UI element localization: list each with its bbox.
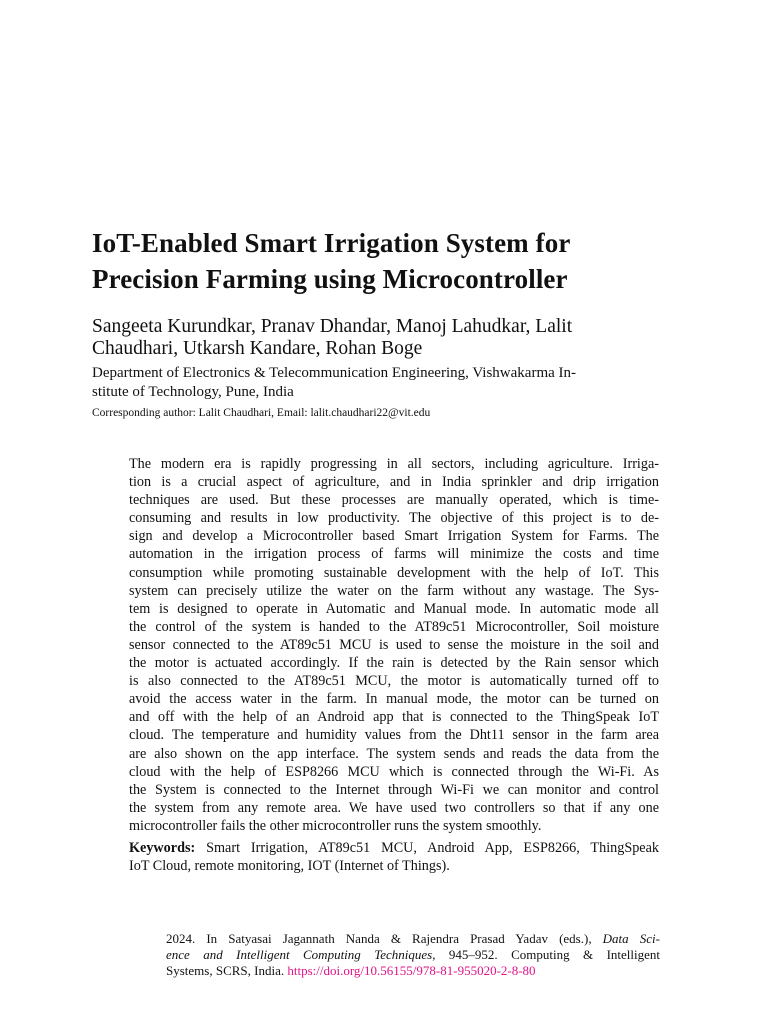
abstract-line: the motor is actuated accordingly. If the rain is detected by the Rain sensor which xyxy=(129,655,659,672)
abstract-line: the control of the system is handed to the AT89c51 Microcontroller, Soil moisture xyxy=(129,618,659,635)
affiliation xyxy=(92,364,682,402)
book-title: Data Sci- xyxy=(602,931,660,946)
keywords-text: Smart Irrigation, AT89c51 MCU, Android App, ESP8266, ThingSpeak xyxy=(206,840,659,856)
keywords-line: IoT Cloud, remote monitoring, IOT (Internet of Things). xyxy=(129,858,450,875)
citation-footnote xyxy=(166,931,660,979)
corresponding-author: Corresponding author: Lalit Chaudhari, Email: lalit.chaudhari22@vit.edu xyxy=(92,407,431,419)
abstract-line: tem is designed to operate in Automatic and Manual mode. In automatic mode all xyxy=(129,600,659,617)
paper-title xyxy=(92,225,702,297)
abstract-line: the System is connected to the Internet through Wi-Fi we can monitor and control xyxy=(129,781,659,798)
keywords-line xyxy=(129,839,659,857)
citation-text: Systems, SCRS, India. xyxy=(166,963,288,978)
abstract-line: automation in the irrigation process of farms will minimize the costs and time xyxy=(129,546,659,563)
abstract-line: are also shown on the app interface. The system sends and reads the data from the xyxy=(129,745,659,762)
affiliation-line: stitute of Technology, Pune, India xyxy=(92,384,294,400)
title-line: Precision Farming using Microcontroller xyxy=(92,264,568,294)
citation-line xyxy=(166,947,660,963)
abstract-line: system can precisely utilize the water on the farm without any wastage. The Sys- xyxy=(129,582,659,599)
authors-line: Sangeeta Kurundkar, Pranav Dhandar, Manoj Lahudkar, Lalit xyxy=(92,316,573,337)
abstract-line: sensor connected to the AT89c51 MCU is used to sense the moisture in the soil and xyxy=(129,636,659,653)
abstract-line: The modern era is rapidly progressing in all sectors, including agriculture. Irriga- xyxy=(129,456,659,472)
citation-line xyxy=(166,931,660,947)
authors-line: Chaudhari, Utkarsh Kandare, Rohan Boge xyxy=(92,338,423,359)
citation-text: 2024. In Satyasai Jagannath Nanda & Rajendra Prasad Yadav (eds.), xyxy=(166,931,603,946)
citation-text: , 945–952. Computing & Intelligent xyxy=(432,947,660,962)
abstract-line: microcontroller fails the other microcontroller runs the system smoothly. xyxy=(129,817,542,834)
abstract-line: cloud. The temperature and humidity values from the Dht11 sensor in the farm area xyxy=(129,727,659,744)
author-list xyxy=(92,316,682,360)
abstract-line: is also connected to the AT89c51 MCU, the motor is automatically turned off to xyxy=(129,673,659,690)
abstract-line: tion is a crucial aspect of agriculture, and in India sprinkler and drip irrigation xyxy=(129,474,659,491)
abstract-line: sign and develop a Microcontroller based Smart Irrigation System for Farms. The xyxy=(129,528,659,545)
book-title: ence and Intelligent Computing Techniques xyxy=(166,947,433,962)
keywords-label: Keywords: xyxy=(129,840,196,856)
abstract-line: techniques are used. But these processes are manually operated, which is time- xyxy=(129,492,659,509)
abstract-line: consuming and results in low productivity. The objective of this project is to de- xyxy=(129,510,659,527)
citation-line xyxy=(166,963,660,979)
abstract-line: and off with the help of an Android app that is connected to the ThingSpeak IoT xyxy=(129,709,659,726)
abstract xyxy=(129,455,659,835)
abstract-line: cloud with the help of ESP8266 MCU which is connected through the Wi-Fi. As xyxy=(129,763,659,780)
abstract-line: the system from any remote area. We have used two controllers so that if any one xyxy=(129,799,659,816)
title-line: IoT-Enabled Smart Irrigation System for xyxy=(92,228,571,258)
abstract-line: consumption while promoting sustainable development with the help of IoT. This xyxy=(129,564,659,581)
keywords xyxy=(129,839,659,875)
abstract-line: avoid the access water in the farm. In manual mode, the motor can be turned on xyxy=(129,691,659,708)
affiliation-line: Department of Electronics & Telecommunication Engineering, Vishwakarma In- xyxy=(92,365,577,381)
doi-link[interactable]: https://doi.org/10.56155/978-81-955020-2-8-80 xyxy=(287,963,536,978)
